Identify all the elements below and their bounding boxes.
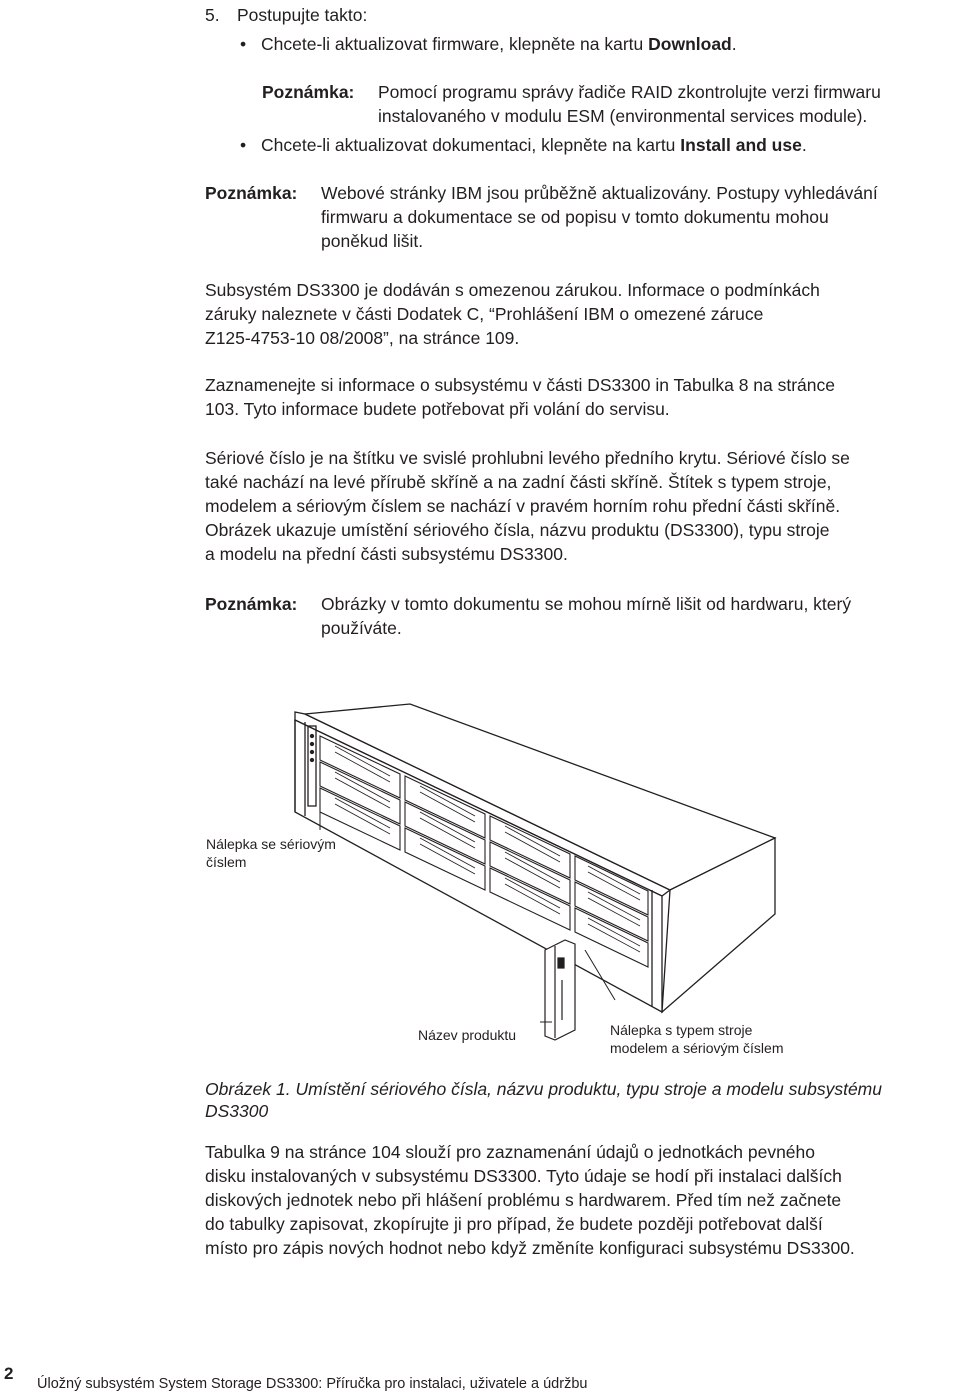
paragraph-3-line-2: také nachází na levé přírubě skříně a na zadní části skříně. Štítek s typem stroje, (205, 472, 832, 492)
paragraph-3-line-3: modelem a sériovým číslem se nachází v pravém horním rohu přední části skříně. (205, 496, 841, 516)
inner-note-line-2: instalovaného v modulu ESM (environmental services module). (378, 106, 868, 126)
paragraph-1-line-1: Subsystém DS3300 je dodáván s omezenou zárukou. Informace o podmínkách (205, 280, 820, 300)
bullet-dot: • (240, 135, 247, 155)
figure-caption-line-2: DS3300 (205, 1101, 269, 1121)
footer-title: Úložný subsystém System Storage DS3300: Příručka pro instalaci, uživatele a údržbu (37, 1376, 588, 1392)
final-paragraph-line-3: diskových jednotek nebo při hlášení problému s hardwarem. Před tím než začnete (205, 1190, 842, 1210)
note-2-label: Poznámka: (205, 594, 298, 614)
final-paragraph-line-1: Tabulka 9 na stránce 104 slouží pro zaznamenání údajů o jednotkách pevného (205, 1142, 816, 1162)
enclosure-illustration (200, 700, 820, 1070)
bullet-dot: • (240, 34, 247, 54)
label-serial-line-2: číslem (206, 854, 247, 870)
inner-note-line-1: Pomocí programu správy řadiče RAID zkontrolujte verzi firmwaru (378, 82, 881, 102)
final-paragraph-line-5: místo pro zápis nových hodnot nebo když změníte konfiguraci subsystému DS3300. (205, 1238, 855, 1258)
bullet-2: • Chcete-li aktualizovat dokumentaci, klepněte na kartu Install and use. (240, 135, 807, 155)
paragraph-3-line-1: Sériové číslo je na štítku ve svislé prohlubni levého předního krytu. Sériové číslo se (205, 448, 850, 468)
bezel-detail (545, 940, 575, 1040)
note-1-line-1: Webové stránky IBM jsou průběžně aktualizovány. Postupy vyhledávání (321, 183, 878, 203)
final-paragraph-line-2: disku instalovaných v subsystému DS3300. Tyto údaje se hodí při instalaci dalších (205, 1166, 842, 1186)
bullet-1-text: Chcete-li aktualizovat firmware, klepněte na kartu (261, 34, 649, 54)
inner-note-label: Poznámka: (262, 82, 355, 102)
paragraph-2-line-1: Zaznamenejte si informace o subsystému v části DS3300 in Tabulka 8 na stránce (205, 375, 835, 395)
final-paragraph-line-4: do tabulky zapisovat, zkopírujte ji pro případ, že budete později potřebovat další (205, 1214, 823, 1234)
note-1-line-3: poněkud lišit. (321, 231, 424, 251)
note-2-line-1: Obrázky v tomto dokumentu se mohou mírně lišit od hardwaru, který (321, 594, 852, 614)
figure-caption-line-1: Obrázek 1. Umístění sériového čísla, názvu produktu, typu stroje a modelu subsystému (205, 1079, 882, 1099)
step-number: 5. (205, 5, 220, 25)
bullet-1: • Chcete-li aktualizovat firmware, klepněte na kartu Download. (240, 34, 737, 54)
note-2-line-2: používáte. (321, 618, 402, 638)
page-number: 2 (4, 1364, 14, 1383)
paragraph-2-line-2: 103. Tyto informace budete potřebovat při volání do servisu. (205, 399, 670, 419)
step-title: Postupujte takto: (237, 5, 368, 25)
paragraph-1-line-3: Z125-4753-10 08/2008”, na stránce 109. (205, 328, 520, 348)
label-type-line-2: modelem a sériovým číslem (610, 1040, 784, 1056)
bullet-2-bold: Install and use (680, 135, 802, 155)
label-product-name: Název produktu (418, 1027, 517, 1043)
bullet-1-bold: Download (648, 34, 732, 54)
paragraph-3-line-4: Obrázek ukazuje umístění sériového čísla, názvu produktu (DS3300), typu stroje (205, 520, 830, 540)
label-serial-line-1: Nálepka se sériovým (206, 836, 336, 852)
bullet-2-text: Chcete-li aktualizovat dokumentaci, klepněte na kartu (261, 135, 681, 155)
paragraph-1-line-2: záruky naleznete v části Dodatek C, “Prohlášení IBM o omezené záruce (205, 304, 764, 324)
label-type-line-1: Nálepka s typem stroje (610, 1022, 753, 1038)
note-1-line-2: firmwaru a dokumentace se od popisu v tomto dokumentu mohou (321, 207, 829, 227)
paragraph-3-line-5: a modelu na přední části subsystému DS3300. (205, 544, 568, 564)
note-1-label: Poznámka: (205, 183, 298, 203)
